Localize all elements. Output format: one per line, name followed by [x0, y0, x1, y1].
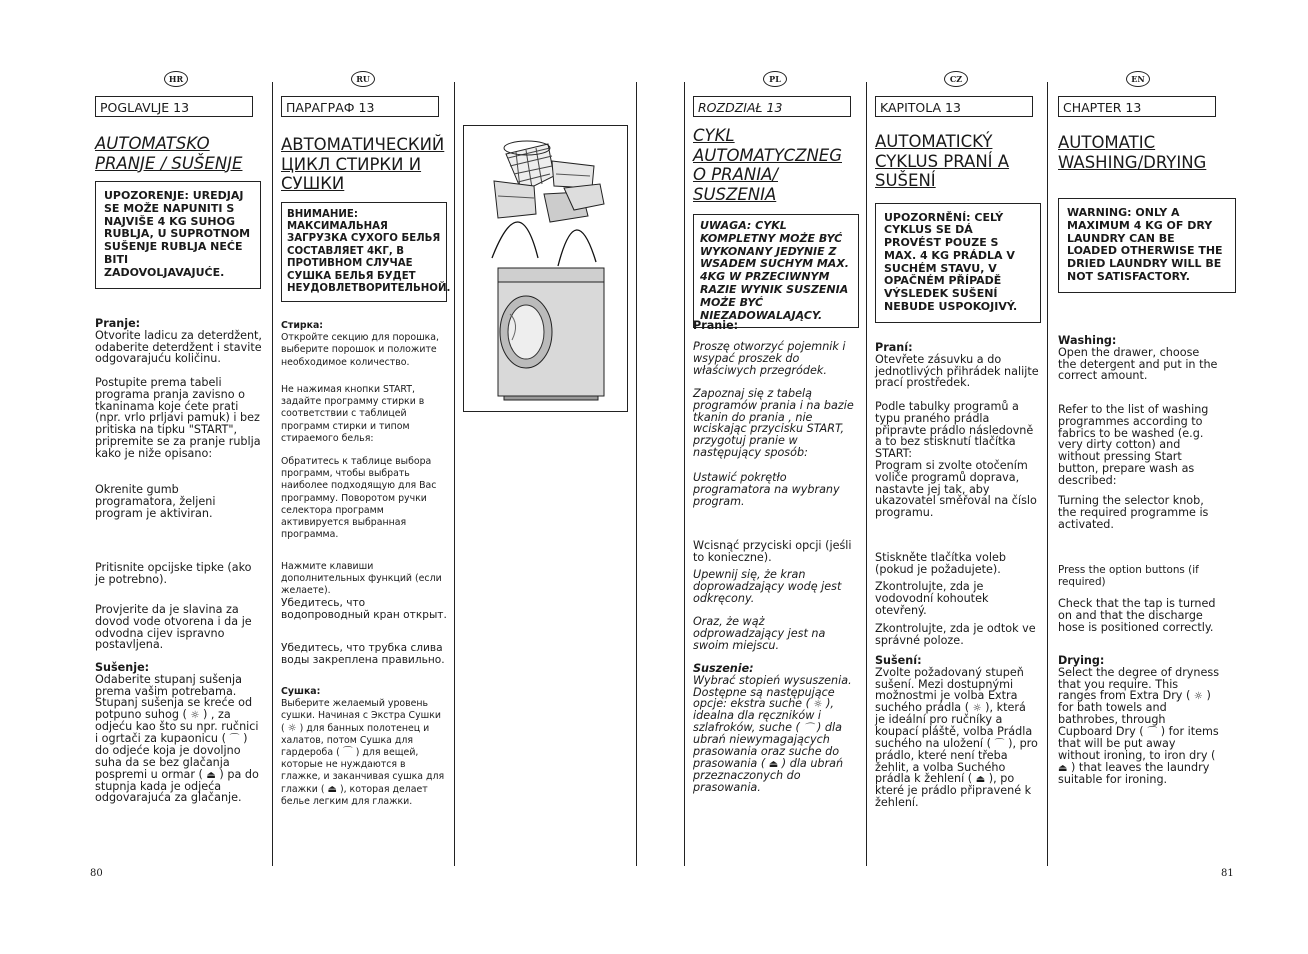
column-hr [95, 96, 263, 856]
washing-step-2: Refer to the list of washing programmes according to fabrics to be washed (e.g. very dirty cotton) and without pressing Start button, prepare wash as described: [1058, 403, 1209, 487]
column-en [1058, 96, 1223, 856]
drying-text: ) do odjeće koja je dovoljno suha da se bez glačanja pospremi u ormar ( [95, 731, 248, 781]
drying-text: ) pa do stupnja kada je odjeća odgovarajuća za glačanje. [95, 767, 259, 805]
washing-step-4: Pritisnite opcijske tipke (ako je potrebno). [95, 561, 252, 586]
language-flag-pl: PL [763, 71, 787, 87]
washing-heading-block [693, 320, 857, 332]
washing-step-3: Okrenite gumb programatora, željeni program je aktiviran. [95, 483, 216, 520]
washing-step-6: Oraz, że wąż odprowadzający jest na swoim miejscu. [693, 615, 826, 652]
washing-step-3: Turning the selector knob, the required programme is activated. [1058, 494, 1209, 531]
hanger-icon: ⌒ [1147, 726, 1158, 738]
washing-step-4: Stiskněte tlačítka voleb (pokud je požadujete). [875, 551, 1006, 576]
drying-block [693, 663, 857, 793]
hanger-icon: ⌒ [803, 723, 814, 735]
washing-step-6: Zkontrolujte, zda je odtok ve správné poloze. [875, 622, 1036, 647]
section-title: АВТОМАТИЧЕСКИЙ ЦИКЛ СТИРКИ И СУШКИ [281, 135, 445, 193]
washing-step-6: Убедитесь, что трубка слива воды закреплена правильно. [281, 642, 445, 667]
washing-step-2: Podle tabulky programů a typu praného prádla připravte prádlo následovně a to bez stisknutí tlačítka START: [875, 400, 1034, 461]
drying-text: Zvolte požadovaný stupeň sušení. Mezi dostupnými možnostmi je volba Extra suchého prádla ( [875, 665, 1024, 715]
chapter-label: KAPITOLA 13 [875, 96, 1033, 117]
drying-text: ), которая делает белье легким для глажки. [281, 783, 428, 807]
washing-step-2: Не нажимая кнопки START, задайте программу стирки в соответствии с таблицей программ стирки и типом стираемого белья: [281, 384, 425, 444]
warning-box: UPOZORNĚNÍ: CELÝ CYKLUS SE DÁ PROVÉST POUZE S MAX. 4 KG PRÁDLA V SUCHÉM STAVU, V OPAČNÉM PŘÍPADĚ VÝSLEDEK SUŠENÍ NEBUDE USPOKOJIVÝ. [875, 203, 1041, 323]
sun-icon: ☼ [813, 699, 823, 711]
drying-text: ) , za odjeću kao što su npr. ručnici i ogrtači za kupaonicu ( [95, 708, 259, 745]
warning-box: UPOZORENJE: UREDJAJ SE MOŽE NAPUNITI S NAJVIŠE 4 KG SUHOG RUBLJA, U SUPROTNOM SUŠENJE RUBLJA NEĆE BITI ZADOVOLJAVAJUĆE. [95, 181, 261, 289]
chapter-label: CHAPTER 13 [1058, 96, 1216, 117]
sun-icon: ☼ [190, 710, 200, 722]
drying-block [95, 662, 263, 804]
drying-text: ) dla ubrań przeznaczonych do prasowania. [693, 756, 844, 794]
page-number-left: 80 [90, 868, 103, 879]
washing-heading-block [875, 342, 1039, 389]
washing-heading: Pranie: [693, 319, 739, 332]
drying-text: ) for bath towels and bathrobes, through Cupboard Dry ( [1058, 689, 1211, 738]
column-ru [281, 96, 451, 856]
washing-step-4: Wcisnąć przyciski opcji (jeśli to konieczne). [693, 539, 852, 564]
washing-step-4: Нажмите клавиши дополнительных функций (если желаете). [281, 561, 442, 597]
page-number-right: 81 [1221, 868, 1234, 879]
chapter-label: POGLAVLJE 13 [95, 96, 253, 117]
washing-step-3: Обратитесь к таблице выбора программ, чтобы выбрать наиболее подходящую для Вас программу. Поворотом ручки селектора программ активируется выбранная программа. [281, 456, 437, 541]
drying-text: ), pro prádlo, které není třeba žehlit, a volba Suchého prádla k žehlení ( [875, 736, 1038, 786]
drying-text: ), po které je prádlo připravené k žehlení. [875, 772, 1032, 810]
washing-heading-block [281, 320, 447, 369]
iron-icon: ⏏ [327, 783, 337, 795]
drying-text: Выберите желаемый уровень сушки. Начиная с Экстра Сушки ( [281, 698, 441, 734]
washing-heading: Praní: [875, 341, 913, 354]
washing-step-2: Postupite prema tabeli programa pranja zavisno o tkaninama koje ćete prati (npr. vrlo prljavi pamuk) i bez pritiska na tipku "START", pripremite se za pranje rublja kako je niže opisano: [95, 376, 261, 460]
washing-step-3: Program si zvolte otočením voliče programů doprava, nastavte jej tak, aby ukazovatel směřoval na číslo programu. [875, 459, 1037, 520]
column-divider [866, 82, 867, 866]
hanger-icon: ⌒ [229, 733, 240, 745]
warning-box: UWAGA: CYKL KOMPLETNY MOŻE BYĆ WYKONANY JEDYNIE Z WSADEM SUCHYM MAX. 4KG W PRZECIWNYM RAZIE WYNIK SUSZENIA MOŻE BYĆ NIEZADOWALAJĄCY. [693, 214, 859, 328]
drying-text: ) для вещей, которые не нуждаются в глажке, и заканчивая сушка для глажки ( [281, 747, 445, 795]
washing-machine-icon [498, 268, 604, 400]
drying-text: ), která je ideální pro ručníky a koupací pláště, volba Prádla suchého na uložení ( [875, 701, 1033, 750]
column-divider [1047, 82, 1048, 866]
washing-step-1: Otevřete zásuvku a do jednotlivých přihrádek nalijte prací prostředek. [875, 352, 1039, 390]
sun-icon: ☼ [287, 722, 297, 734]
washing-heading: Стирка: [281, 320, 324, 331]
warning-box: WARNING: ONLY A MAXIMUM 4 KG OF DRY LAUNDRY CAN BE LOADED OTHERWISE THE DRIED LAUNDRY WILL BE NOT SATISFACTORY. [1058, 198, 1236, 293]
arrow-curve [558, 230, 596, 266]
column-divider [684, 82, 685, 866]
language-flag-en: EN [1126, 71, 1150, 87]
drying-block [1058, 655, 1220, 785]
drying-block [281, 686, 447, 808]
washing-step-1: Open the drawer, choose the detergent and put in the correct amount. [1058, 345, 1218, 383]
drying-text: ) that leaves the laundry suitable for ironing. [1058, 760, 1210, 786]
sun-icon: ☼ [1193, 691, 1203, 703]
drying-heading: Drying: [1058, 654, 1105, 667]
washing-step-1: Proszę otworzyć pojemnik i wsypać proszek do właściwych przegródek. [693, 340, 846, 377]
drying-text: ) dla ubrań niewymagających prasowania oraz suche do prasowania ( [693, 721, 843, 770]
iron-icon: ⏏ [768, 758, 779, 770]
chapter-label: ПАРАГРАФ 13 [281, 96, 439, 117]
washing-step-1: Откройте секцию для порошка, выберите порошок и положите необходимое количество. [281, 332, 440, 368]
section-title: AUTOMATSKO PRANJE / SUŠENJE [95, 134, 243, 173]
washer-dryer-illustration [463, 125, 628, 412]
drying-text: Odaberite stupanj sušenja prema vašim potrebama. Stupanj sušenja se kreće od potpuno suhog ( [95, 672, 253, 722]
washing-heading-block [1058, 335, 1220, 382]
drying-text: ) for items that will be put away without ironing, to iron dry ( [1058, 724, 1219, 762]
section-title: AUTOMATIC WASHING/DRYING [1058, 133, 1207, 172]
washer-laundry-drawing [464, 126, 627, 411]
language-flag-ru: RU [351, 71, 375, 87]
column-divider [636, 82, 637, 866]
washing-step-5: Убедитесь, что водопроводный кран открыт. [281, 597, 447, 622]
arrow-curve [492, 222, 538, 258]
washing-heading: Washing: [1058, 334, 1117, 347]
hanger-icon: ⌒ [342, 747, 353, 759]
washing-heading-block [95, 318, 263, 365]
language-flag-hr: HR [164, 71, 188, 87]
drying-text: Select the degree of dryness that you require. This ranges from Extra Dry ( [1058, 665, 1220, 703]
sun-icon: ☼ [972, 703, 982, 715]
drying-heading: Сушка: [281, 686, 321, 697]
section-title: CYKL AUTOMATYCZNEG O PRANIA/ SUSZENIA [693, 126, 842, 204]
washing-step-1: Otvorite ladicu za deterdžent, odaberite deterdžent i stavite odgovarajuću količinu. [95, 328, 262, 366]
iron-icon: ⏏ [1058, 762, 1068, 774]
washing-step-5: Upewnij się, że kran doprowadzający wodę jest odkręcony. [693, 568, 842, 605]
iron-icon: ⏏ [206, 769, 216, 781]
chapter-label: ROZDZIAŁ 13 [693, 96, 851, 117]
column-divider [272, 82, 273, 866]
drying-text: ), idealna dla ręczników i szlafroków, suche ( [693, 697, 834, 735]
column-divider [454, 82, 455, 866]
washing-step-5: Check that the tap is turned on and that the discharge hose is positioned correctly. [1058, 597, 1216, 634]
drying-heading: Sušenje: [95, 661, 150, 674]
section-title: AUTOMATICKÝ CYKLUS PRANÍ A SUŠENÍ [875, 132, 1010, 190]
washing-heading: Pranje: [95, 317, 141, 330]
iron-icon: ⏏ [975, 774, 986, 786]
washing-step-3: Ustawić pokrętło programatora na wybrany program. [693, 471, 840, 508]
washing-step-2: Zapoznaj się z tabelą programów prania i na bazie tkanin do prania , nie wciskając przycisku START, przygotuj pranie w następujący sposób: [693, 387, 854, 459]
hanger-icon: ⌒ [994, 738, 1005, 750]
washing-step-5: Zkontrolujte, zda je vodovodní kohoutek otevřený. [875, 580, 989, 617]
column-pl [693, 96, 857, 856]
column-cz [875, 96, 1039, 856]
drying-text: ) для банных полотенец и халатов, потом Сушка для гардероба ( [281, 722, 430, 759]
drying-text: Wybrać stopień wysuszenia. Dostępne są następujące opcje: ekstra suche ( [693, 673, 852, 711]
drying-heading: Sušení: [875, 654, 922, 667]
washing-step-4: Press the option buttons (if required) [1058, 564, 1199, 588]
drying-heading: Suszenie: [693, 662, 754, 675]
language-flag-cz: CZ [944, 71, 968, 87]
warning-box: ВНИМАНИЕ: МАКСИМАЛЬНАЯ ЗАГРУЗКА СУХОГО БЕЛЬЯ СОСТАВЛЯЕТ 4КГ, В ПРОТИВНОМ СЛУЧАЕ СУШКА БЕЛЬЯ БУДЕТ НЕУДОВЛЕТВОРИТЕЛЬНОЙ. [281, 202, 447, 303]
washing-step-5: Provjerite da je slavina za dovod vode otvorena i da je odvodna cijev ispravno postavljena. [95, 603, 252, 652]
drying-block [875, 655, 1039, 809]
